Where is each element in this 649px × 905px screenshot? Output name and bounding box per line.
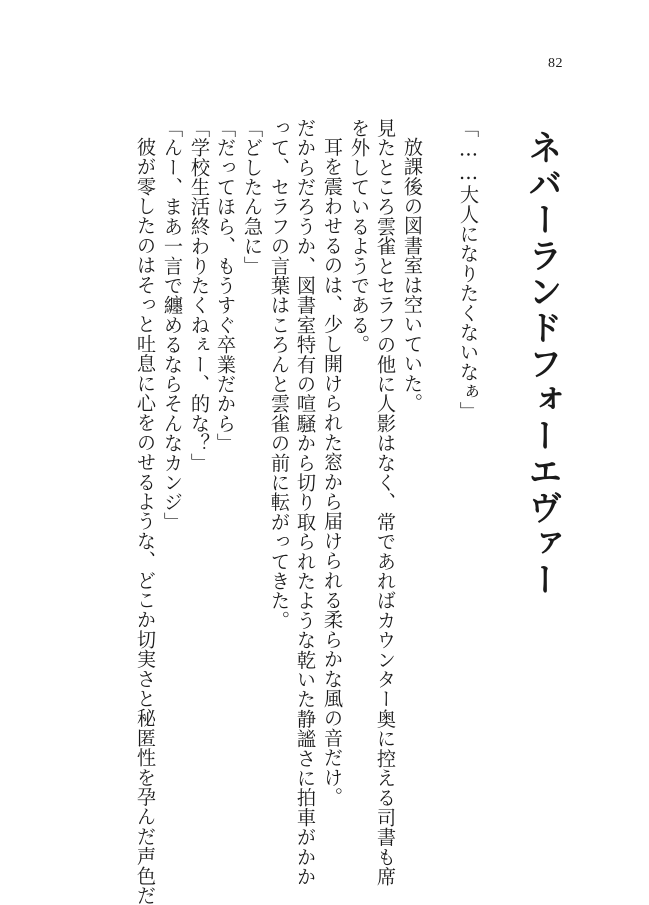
text-line-11: 「んー、まあ一言で纏めるならそんなカンジ」 <box>161 118 184 532</box>
text-line-4: を外しているようである。 <box>348 118 371 355</box>
text-line-5: 耳を震わせるのは、少し開けられた窓から届けられる柔らかな風の音だけ。 <box>321 137 344 807</box>
text-line-6: だからだろうか、図書室特有の喧騒から切り取られたような乾いた静謐さに拍車がかか <box>294 118 317 887</box>
text-line-2: 放課後の図書室は空いていた。 <box>401 137 424 413</box>
chapter-title: ネバーランドフォーエヴァー <box>522 130 562 598</box>
text-line-12: 彼が零したのはそっと吐息に心をのせるような、どこか切実さと秘匿性を孕んだ声色だ <box>134 137 157 905</box>
text-line-3: 見たところ雲雀とセラフの他に人影はなく、常であればカウンター奥に控える司書も席 <box>374 118 397 887</box>
text-line-10: 「学校生活終わりたくねぇー、的な？」 <box>188 118 211 473</box>
text-line-7: って、セラフの言葉はころんと雲雀の前に転がってきた。 <box>268 118 291 631</box>
text-line-1: 「……大人になりたくないなぁ」 <box>457 118 480 422</box>
text-line-8: 「どしたん急に」 <box>241 118 264 276</box>
text-line-9: 「だってほら、もうすぐ卒業だから」 <box>214 118 237 453</box>
page-number: 82 <box>548 56 563 71</box>
